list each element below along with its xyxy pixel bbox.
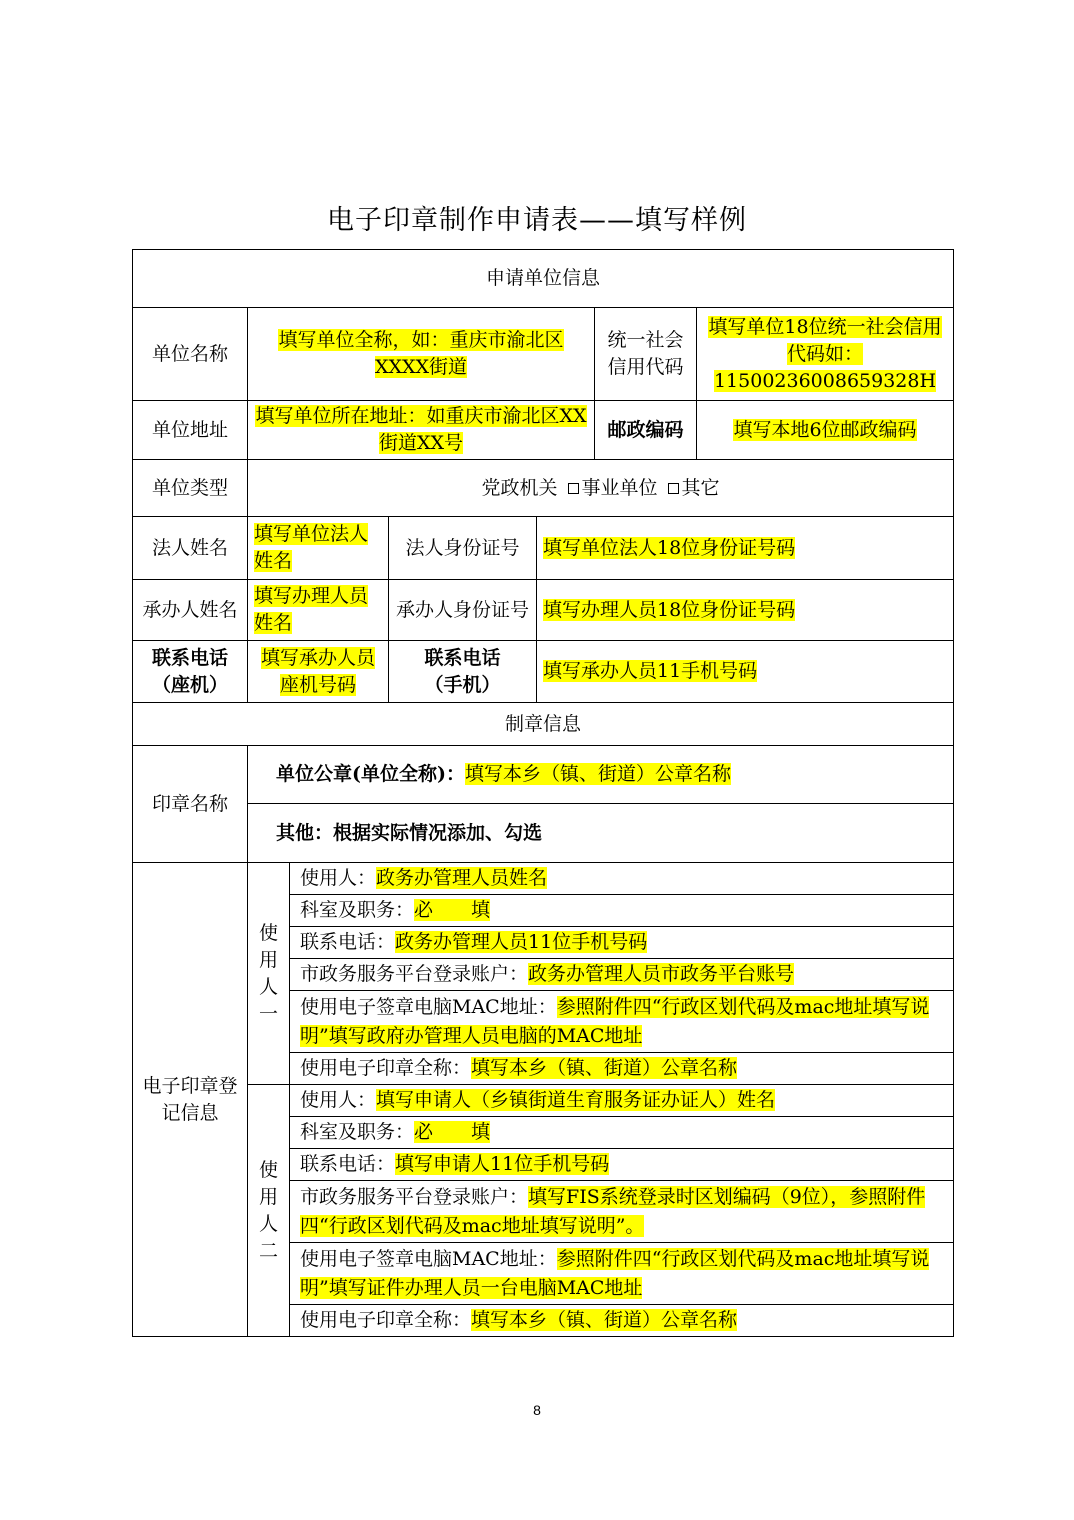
document-title: 电子印章制作申请表——填写样例 [327,205,747,236]
user2-row-phone: 联系电话：填写申请人11位手机号码 [290,1149,954,1181]
unit-name-label: 单位名称 [133,308,248,401]
user2-label: 使用人二 [248,1085,290,1337]
legal-id-label: 法人身份证号 [389,517,537,580]
postcode-label: 邮政编码 [595,401,697,460]
unit-type-label: 单位类型 [133,460,248,517]
legal-name-label: 法人姓名 [133,517,248,580]
user1-row-mac: 使用电子签章电脑MAC地址：参照附件四“行政区划代码及mac地址填写说明”填写政府办管理人员电脑的MAC地址 [290,991,954,1053]
user1-row-name: 使用人：政务办管理人员姓名 [290,863,954,895]
address-label: 单位地址 [133,401,248,460]
application-form-table [132,249,954,1337]
public-seal-value[interactable]: 填写本乡（镇、街道）公章名称 [464,763,731,785]
option-public-institution[interactable]: 事业单位 [581,476,658,499]
option-other[interactable]: 其它 [681,476,720,499]
legal-name-value[interactable]: 填写单位法人姓名 [254,523,369,572]
user2-row-department: 科室及职务：必 填 [290,1117,954,1149]
registration-label: 电子印章登记信息 [133,863,248,1337]
mobile-value[interactable]: 填写承办人员11手机号码 [543,660,758,682]
user1-row-account: 市政务服务平台登录账户：政务办管理人员市政务平台账号 [290,959,954,991]
checkbox-other[interactable] [668,483,679,494]
checkbox-public-institution[interactable] [568,483,579,494]
public-seal-prefix: 单位公章(单位全称)： [276,763,465,785]
address-value[interactable]: 填写单位所在地址：如重庆市渝北区XX街道XX号 [255,405,587,454]
seal-name-label: 印章名称 [133,746,248,863]
unit-name-value[interactable]: 填写单位全称，如：重庆市渝北区XXXX街道 [278,329,564,378]
unit-type-options [248,460,954,517]
handler-name-value[interactable]: 填写办理人员姓名 [254,585,369,634]
credit-code-value[interactable]: 填写单位18位统一社会信用代码如：11500236008659328H [708,315,942,392]
user1-row-department: 科室及职务：必 填 [290,895,954,927]
landline-label: 联系电话 （座机） [133,641,248,703]
user2-row-mac: 使用电子签章电脑MAC地址：参照附件四“行政区划代码及mac地址填写说明”填写证件办理人员一台电脑MAC地址 [290,1243,954,1305]
user1-label: 使用人一 [248,863,290,1085]
credit-code-label: 统一社会信用代码 [595,308,697,401]
user2-row-name: 使用人：填写申请人（乡镇街道生育服务证办证人）姓名 [290,1085,954,1117]
handler-id-value[interactable]: 填写办理人员18位身份证号码 [543,598,796,621]
user2-row-seal-name: 使用电子印章全称：填写本乡（镇、街道）公章名称 [290,1305,954,1337]
other-seal-note: 其他：根据实际情况添加、勾选 [248,804,954,863]
postcode-value[interactable]: 填写本地6位邮政编码 [733,418,917,441]
user1-row-seal-name: 使用电子印章全称：填写本乡（镇、街道）公章名称 [290,1053,954,1085]
user1-row-phone: 联系电话：政务办管理人员11位手机号码 [290,927,954,959]
landline-value[interactable]: 填写承办人员座机号码 [260,646,375,696]
mobile-label: 联系电话 （手机） [389,641,537,703]
legal-id-value[interactable]: 填写单位法人18位身份证号码 [543,536,796,559]
section-seal-info: 制章信息 [133,703,954,746]
handler-id-label: 承办人身份证号 [389,580,537,641]
option-party-government[interactable]: 党政机关 [481,476,558,499]
user2-row-account: 市政务服务平台登录账户：填写FIS系统登录时区划编码（9位），参照附件四“行政区划代码及mac地址填写说明”。 [290,1181,954,1243]
page-number: 8 [533,1402,541,1418]
section-applicant-info: 申请单位信息 [133,250,954,308]
handler-name-label: 承办人姓名 [133,580,248,641]
